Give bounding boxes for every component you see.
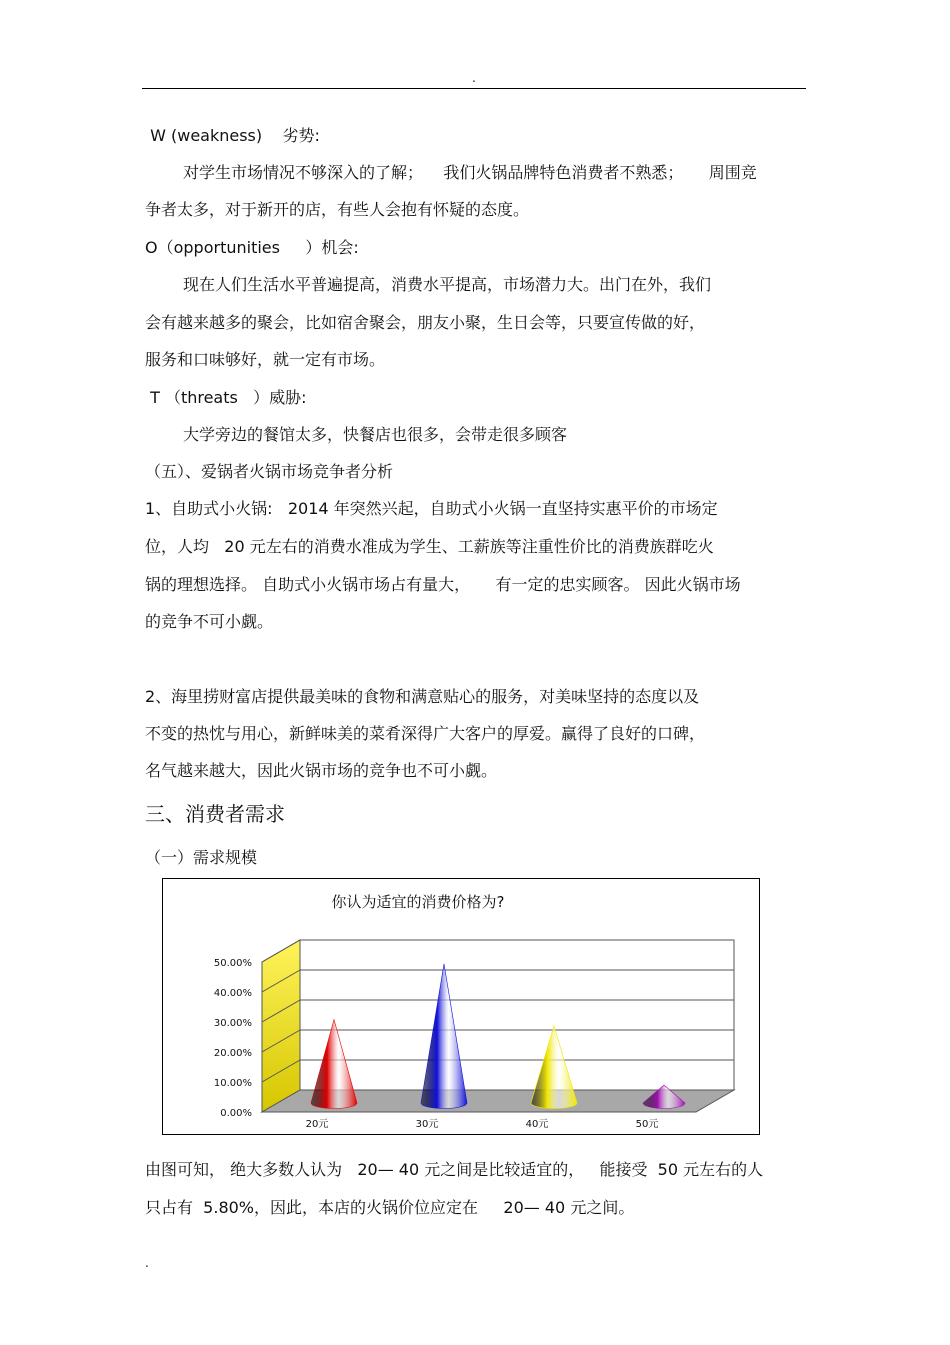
text-line-c2-p1: 2、海里捞财富店提供最美味的食物和满意贴心的服务，对美味坚持的态度以及: [145, 687, 700, 706]
x-tick-label: 40元: [525, 1119, 549, 1130]
text-line-o-p3: 服务和口味够好，就一定有市场。: [145, 350, 386, 369]
price-chart-svg: [163, 879, 761, 1136]
y-tick-label: 30.00%: [213, 1018, 252, 1029]
text-line-o-p1: 现在人们生活水平普遍提高，消费水平提高，市场潜力大。出门在外，我们: [183, 275, 712, 294]
text-line-concl-p2: 只占有 5.80%，因此，本店的火锅价位应定在 20— 40 元之间。: [145, 1198, 635, 1217]
text-line-c1-p1: 1、自助式小火锅: 2014 年突然兴起，自助式小火锅一直坚持实惠平价的市场定: [145, 499, 718, 518]
text-line-concl-p1: 由图可知， 绝大多数人认为 20— 40 元之间是比较适宜的， 能接受 50 元左右的人: [145, 1160, 764, 1179]
text-line-s3-1-heading: （一）需求规模: [145, 848, 258, 867]
footer-dot: .: [145, 1256, 149, 1270]
text-line-c1-p3: 锅的理想选择。 自助式小火锅市场占有量大， 有一定的忠实顾客。 因此火锅市场: [145, 575, 741, 594]
text-line-w-p1: 对学生市场情况不够深入的了解； 我们火锅品牌特色消费者不熟悉； 周围竞: [183, 163, 757, 182]
price-chart: [162, 878, 760, 1135]
text-line-c2-p2: 不变的热忱与用心，新鲜味美的菜肴深得广大客户的厚爱。赢得了良好的口碑，: [145, 724, 706, 743]
text-line-c1-p2: 位，人均 20 元左右的消费水准成为学生、工薪族等注重性价比的消费族群吃火: [145, 537, 714, 556]
y-tick-label: 40.00%: [213, 988, 252, 999]
header-dot: .: [472, 71, 476, 85]
text-line-o-p2: 会有越来越多的聚会，比如宿舍聚会，朋友小聚，生日会等，只要宣传做的好，: [145, 313, 706, 332]
x-tick-label: 50元: [635, 1119, 659, 1130]
chart-title: 你认为适宜的消费价格为?: [331, 893, 505, 911]
text-line-t-heading: T （threats ）威胁:: [145, 388, 307, 407]
text-line-w-heading: W (weakness) 劣势:: [145, 126, 320, 145]
text-line-s3-heading: 三、消费者需求: [145, 802, 285, 826]
x-tick-label: 20元: [305, 1119, 329, 1130]
y-tick-label: 50.00%: [213, 958, 252, 969]
text-line-o-heading: O（opportunities ）机会:: [145, 238, 359, 257]
x-tick-label: 30元: [415, 1119, 439, 1130]
y-tick-label: 0.00%: [220, 1108, 252, 1119]
y-tick-label: 10.00%: [213, 1078, 252, 1089]
text-line-t-p1: 大学旁边的餐馆太多，快餐店也很多，会带走很多顾客: [183, 425, 568, 444]
chart-back-wall: [300, 940, 734, 1090]
text-line-c1-p4: 的竞争不可小觑。: [145, 612, 274, 631]
text-line-w-p2: 争者太多，对于新开的店，有些人会抱有怀疑的态度。: [145, 200, 530, 219]
text-line-s5-heading: （五）、爱锅者火锅市场竞争者分析: [145, 462, 394, 481]
chart-side-wall: [262, 940, 300, 1112]
y-tick-label: 20.00%: [213, 1048, 252, 1059]
header-rule: [142, 88, 806, 89]
text-line-c2-p3: 名气越来越大，因此火锅市场的竞争也不可小觑。: [145, 761, 498, 780]
